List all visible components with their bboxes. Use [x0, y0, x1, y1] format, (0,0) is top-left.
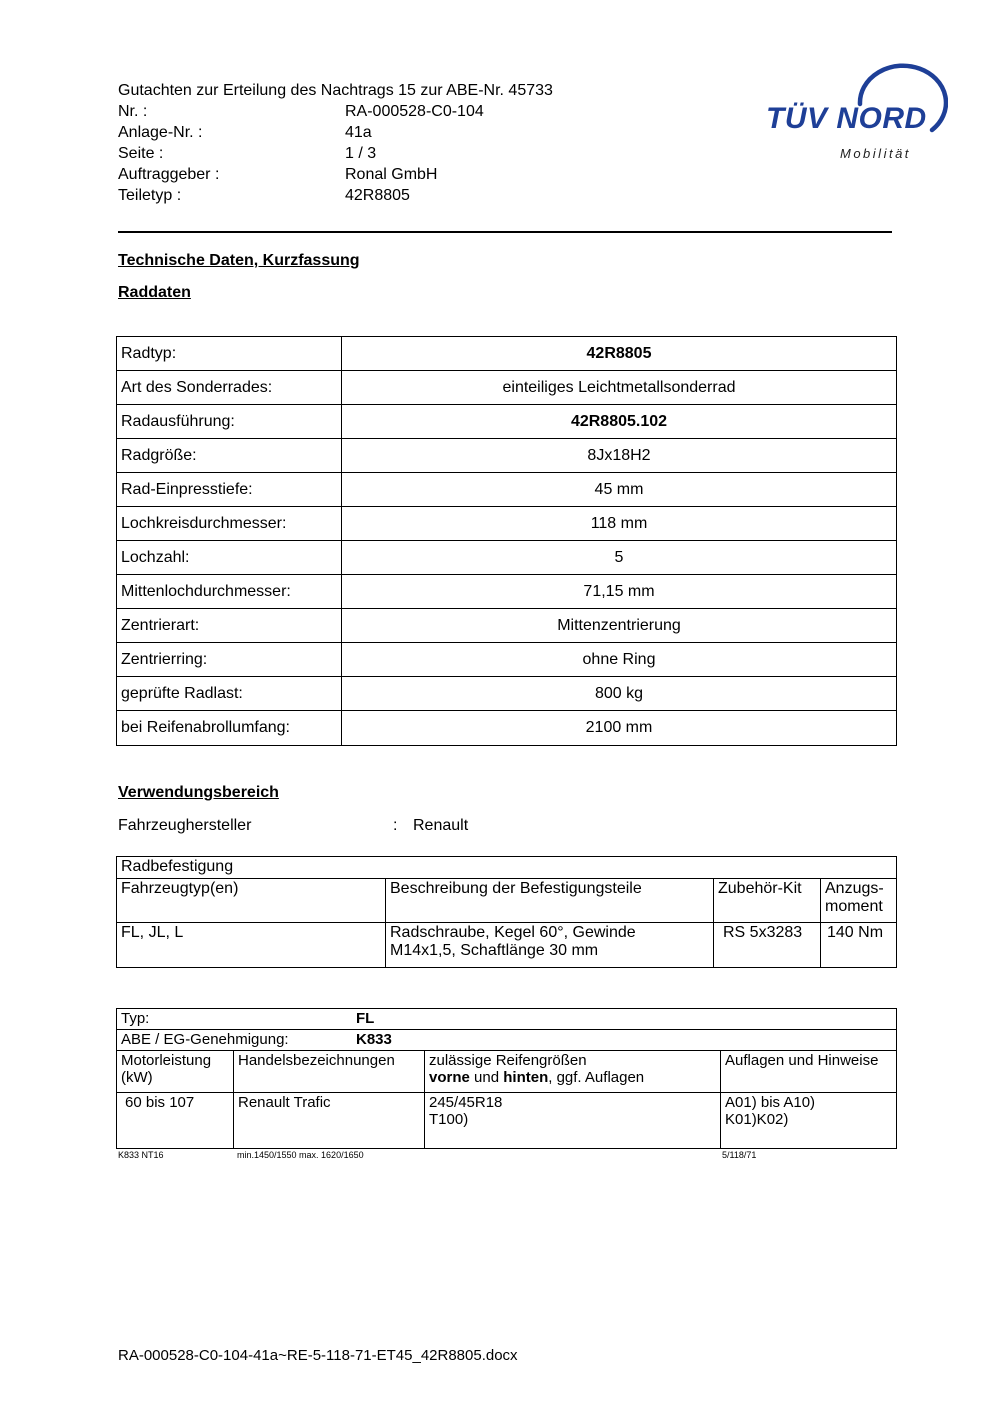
row-value: 42R8805.102	[570, 412, 668, 430]
radbefestigung-title: Radbefestigung	[117, 857, 896, 879]
table-row	[117, 643, 896, 677]
row-value: 800 kg	[594, 684, 644, 702]
section-heading-verwendungsbereich: Verwendungsbereich	[118, 784, 279, 801]
row-value: Mittenzentrierung	[557, 616, 681, 634]
row-value: 118 mm	[590, 514, 648, 532]
radbefestigung-data-row	[117, 923, 896, 967]
abe-genehmigung-row	[117, 1030, 896, 1051]
footnote-left: K833 NT16	[118, 1150, 164, 1160]
header-auflagen-hinweise: Auflagen und Hinweise	[725, 1052, 879, 1069]
section-heading-raddaten: Raddaten	[118, 284, 191, 301]
row-value: 2100 mm	[585, 719, 653, 736]
row-label: Zentrierring:	[117, 643, 342, 676]
header-field-row	[118, 143, 553, 164]
typ-footnote	[116, 1150, 897, 1162]
header-motorleistung-line1: Motorleistung	[121, 1052, 212, 1069]
row-value: 8Jx18H2	[587, 446, 651, 464]
typ-data-row	[117, 1093, 896, 1148]
cell-auflagen-line1: A01) bis A10)	[725, 1094, 816, 1111]
logo-tagline: Mobilität	[840, 146, 911, 161]
abe-label: ABE / EG-Genehmigung:	[121, 1031, 289, 1048]
header-anzugsmoment-line2: moment	[825, 898, 883, 915]
table-row	[117, 541, 896, 575]
fahrzeughersteller-label: Fahrzeughersteller	[118, 817, 252, 834]
row-label: bei Reifenabrollumfang:	[117, 711, 342, 745]
doc-title: Gutachten zur Erteilung des Nachtrags 15 zur ABE-Nr. 45733	[118, 82, 553, 99]
logo-brand: TÜV NORD	[766, 102, 927, 135]
header-field-row	[118, 101, 553, 122]
header-reifengroessen-line2	[429, 1069, 716, 1086]
cell-motorleistung: 60 bis 107	[117, 1093, 234, 1148]
row-label: Rad-Einpresstiefe:	[117, 473, 342, 506]
row-label: Art des Sonderrades:	[117, 371, 342, 404]
typ-row	[117, 1009, 896, 1030]
row-label: Lochzahl:	[117, 541, 342, 574]
header-anzugsmoment-line1: Anzugs-	[825, 880, 884, 897]
cell-auflagen-line2: K01)K02)	[725, 1111, 789, 1128]
cell-auflagen	[721, 1093, 896, 1148]
header-handelsbezeichnungen: Handelsbezeichnungen	[234, 1051, 425, 1092]
field-label: Nr. :	[118, 103, 148, 120]
cell-beschreibung-line1: Radschraube, Kegel 60°, Gewinde	[390, 924, 636, 941]
section-heading-technische-daten: Technische Daten, Kurzfassung	[118, 252, 360, 269]
typ-table	[116, 1008, 897, 1149]
raddaten-table	[116, 336, 897, 746]
header-anzugsmoment	[821, 879, 896, 922]
row-label: Radgröße:	[117, 439, 342, 472]
typ-value: FL	[356, 1010, 375, 1027]
cell-reifengroessen	[425, 1093, 721, 1148]
footnote-center: min.1450/1550 max. 1620/1650	[237, 1150, 364, 1160]
row-label: Radausführung:	[117, 405, 342, 438]
header-und: und	[469, 1069, 504, 1086]
header-field-row	[118, 122, 553, 143]
table-row	[117, 711, 896, 745]
row-label: Mittenlochdurchmesser:	[117, 575, 342, 608]
header-rule	[118, 231, 892, 233]
fahrzeughersteller-row	[118, 817, 818, 838]
field-value: 41a	[345, 124, 372, 141]
table-row	[117, 609, 896, 643]
table-row	[117, 371, 896, 405]
field-value: 1 / 3	[345, 145, 377, 162]
abe-value: K833	[356, 1031, 392, 1048]
header-ggf-auflagen: , ggf. Auflagen	[548, 1069, 645, 1086]
tuev-nord-logo	[756, 52, 956, 172]
row-value: ohne Ring	[582, 650, 656, 668]
header-motorleistung	[117, 1051, 234, 1092]
typ-header-row	[117, 1051, 896, 1093]
footer-filename: RA-000528-C0-104-41a~RE-5-118-71-ET45_42R8805.docx	[118, 1347, 518, 1364]
cell-beschreibung	[386, 923, 714, 967]
table-row	[117, 405, 896, 439]
table-row	[117, 337, 896, 371]
header-reifengroessen	[425, 1051, 721, 1092]
header-beschreibung: Beschreibung der Befestigungsteile	[386, 879, 714, 922]
fahrzeughersteller-value: Renault	[413, 817, 469, 834]
cell-handelsbezeichnung: Renault Trafic	[234, 1093, 425, 1148]
header-hinten: hinten	[503, 1069, 549, 1086]
row-value: 45 mm	[594, 480, 644, 498]
row-label: Radtyp:	[117, 337, 342, 370]
field-value: Ronal GmbH	[345, 166, 438, 183]
footnote-right: 5/118/71	[722, 1150, 757, 1160]
cell-zubehoer-kit: RS 5x3283	[714, 923, 821, 967]
field-label: Teiletyp :	[118, 187, 182, 204]
cell-beschreibung-line2: M14x1,5, Schaftlänge 30 mm	[390, 942, 599, 959]
cell-reifengroessen-line1: 245/45R18	[429, 1094, 503, 1111]
fahrzeughersteller-separator: :	[393, 817, 398, 834]
cell-reifengroessen-line2: T100)	[429, 1111, 469, 1128]
row-value: 42R8805	[586, 344, 652, 362]
header-motorleistung-line2: (kW)	[121, 1069, 153, 1086]
field-label: Auftraggeber :	[118, 166, 220, 183]
table-row	[117, 507, 896, 541]
radbefestigung-table	[116, 856, 897, 968]
typ-label: Typ:	[121, 1010, 150, 1027]
row-value: 5	[614, 548, 624, 566]
table-row	[117, 473, 896, 507]
field-label: Seite :	[118, 145, 164, 162]
cell-fahrzeugtyp: FL, JL, L	[117, 923, 386, 967]
header-field-row	[118, 164, 553, 185]
table-row	[117, 439, 896, 473]
row-label: Lochkreisdurchmesser:	[117, 507, 342, 540]
cell-anzugsmoment: 140 Nm	[827, 924, 884, 941]
document-header	[118, 80, 553, 206]
radbefestigung-header-row	[117, 879, 896, 923]
table-row	[117, 575, 896, 609]
header-vorne: vorne	[429, 1069, 470, 1086]
header-fahrzeugtyp: Fahrzeugtyp(en)	[117, 879, 386, 922]
row-label: Zentrierart:	[117, 609, 342, 642]
row-value: einteiliges Leichtmetallsonderrad	[502, 378, 736, 396]
field-label: Anlage-Nr. :	[118, 124, 203, 141]
header-field-row	[118, 185, 553, 206]
table-row	[117, 677, 896, 711]
row-label: geprüfte Radlast:	[117, 677, 342, 710]
row-value: 71,15 mm	[583, 582, 655, 600]
field-value: 42R8805	[345, 187, 410, 204]
header-zubehoer-kit: Zubehör-Kit	[714, 879, 821, 922]
field-value: RA-000528-C0-104	[345, 103, 484, 120]
header-reifengroessen-line1: zulässige Reifengrößen	[429, 1052, 587, 1069]
